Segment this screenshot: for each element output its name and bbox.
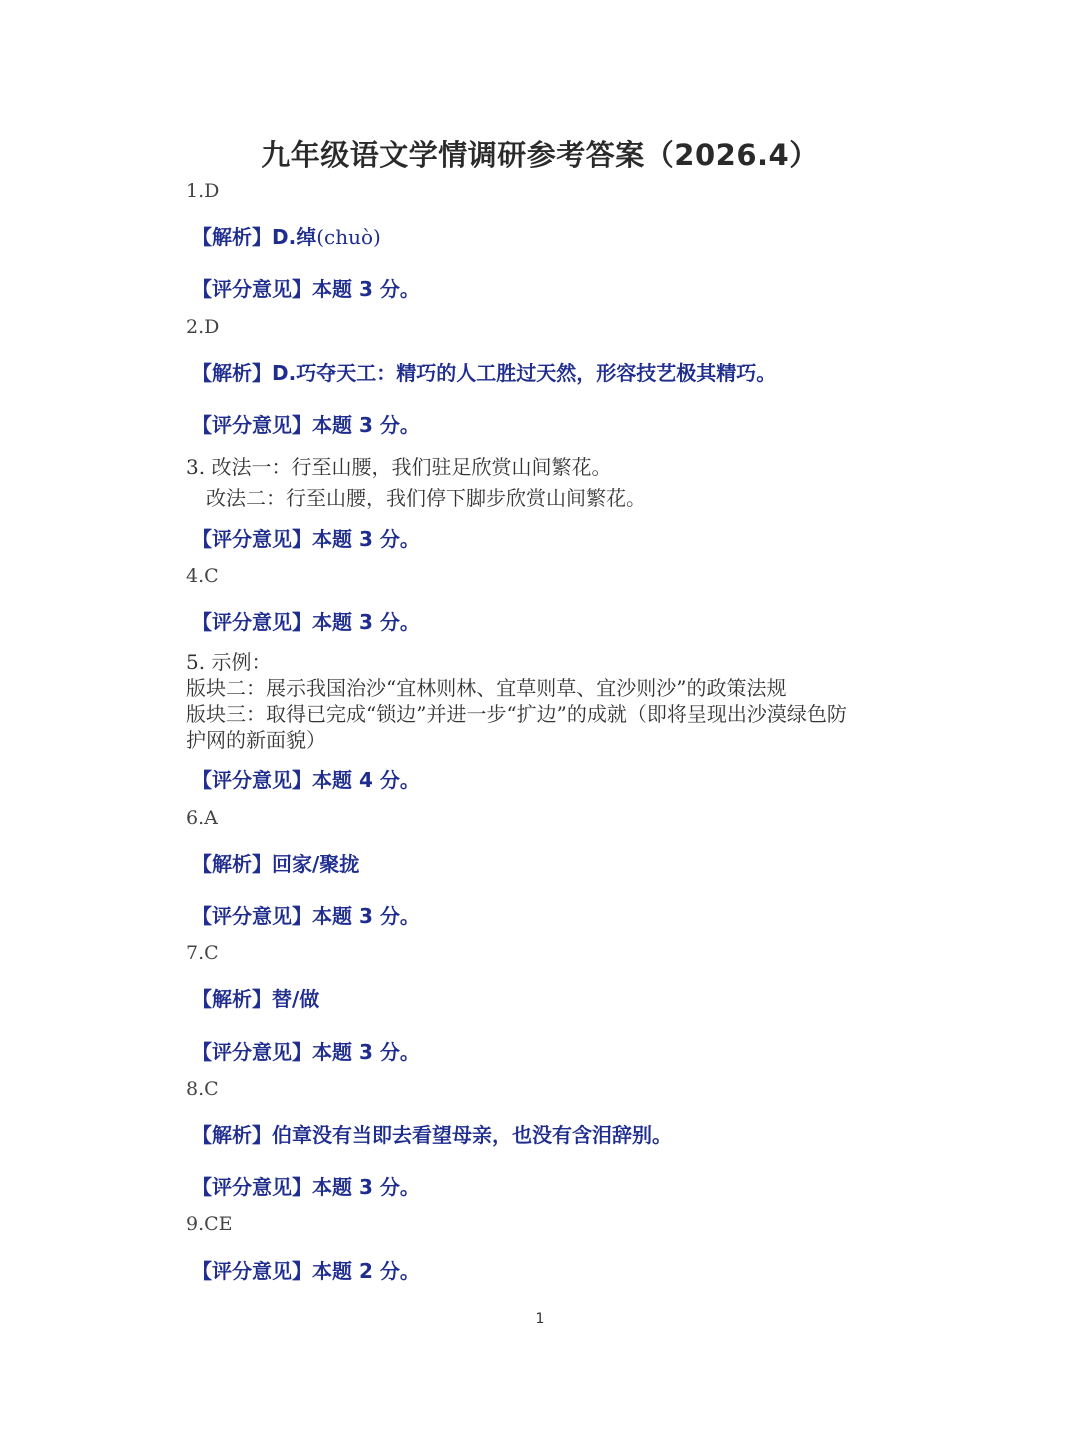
score-text: 本题 3 分。 <box>312 610 420 634</box>
score-tag: 【评分意见】 <box>192 1175 312 1199</box>
analysis-q8 <box>192 1119 672 1148</box>
score-text: 本题 3 分。 <box>312 413 420 437</box>
score-tag: 【评分意见】 <box>192 277 312 301</box>
answer-q1: 1.D <box>186 180 220 202</box>
analysis-text: D.巧夺天工：精巧的人工胜过天然，形容技艺极其精巧。 <box>272 361 777 385</box>
score-text: 本题 3 分。 <box>312 1040 420 1064</box>
analysis-tag: 【解析】 <box>192 852 272 876</box>
answer-q8: 8.C <box>186 1078 219 1100</box>
score-q6 <box>192 900 420 929</box>
score-tag: 【评分意见】 <box>192 768 312 792</box>
score-tag: 【评分意见】 <box>192 610 312 634</box>
analysis-pinyin: (chuò) <box>316 225 381 249</box>
answer-q7: 7.C <box>186 942 219 964</box>
score-text: 本题 3 分。 <box>312 277 420 301</box>
score-q1 <box>192 273 420 302</box>
page-title: 九年级语文学情调研参考答案（2026.4） <box>261 138 819 172</box>
answer-q2: 2.D <box>186 316 220 338</box>
analysis-q6 <box>192 848 359 877</box>
analysis-text: 伯章没有当即去看望母亲，也没有含泪辞别。 <box>272 1123 672 1147</box>
analysis-tag: 【解析】 <box>192 225 272 249</box>
answer-q5-line2: 版块二：展示我国治沙“宜林则林、宜草则草、宜沙则沙”的政策法规 <box>186 676 787 700</box>
score-tag: 【评分意见】 <box>192 527 312 551</box>
answer-q9: 9.CE <box>186 1213 233 1235</box>
analysis-tag: 【解析】 <box>192 987 272 1011</box>
score-text: 本题 4 分。 <box>312 768 420 792</box>
score-q5 <box>192 764 420 793</box>
analysis-q1 <box>192 221 381 250</box>
analysis-text: 替/做 <box>272 987 320 1011</box>
answer-q5-line1: 5. 示例： <box>186 650 272 674</box>
analysis-tag: 【解析】 <box>192 361 272 385</box>
answer-q3-line2: 改法二：行至山腰，我们停下脚步欣赏山间繁花。 <box>206 486 646 510</box>
answer-q5-line3: 版块三：取得已完成“锁边”并进一步“扩边”的成就（即将呈现出沙漠绿色防 <box>186 702 847 726</box>
page-number: 1 <box>535 1311 545 1327</box>
score-q2 <box>192 409 420 438</box>
analysis-tag: 【解析】 <box>192 1123 272 1147</box>
score-text: 本题 3 分。 <box>312 1175 420 1199</box>
analysis-text: D.绰 <box>272 225 317 249</box>
score-q7 <box>192 1036 420 1065</box>
score-tag: 【评分意见】 <box>192 904 312 928</box>
score-q4 <box>192 606 420 635</box>
analysis-q2 <box>192 357 776 386</box>
analysis-text: 回家/聚拢 <box>272 852 360 876</box>
score-tag: 【评分意见】 <box>192 1040 312 1064</box>
score-text: 本题 2 分。 <box>312 1259 420 1283</box>
answer-q5-line4: 护网的新面貌） <box>186 728 326 752</box>
score-text: 本题 3 分。 <box>312 527 420 551</box>
analysis-q7 <box>192 983 319 1012</box>
answer-q4: 4.C <box>186 565 219 587</box>
score-q9 <box>192 1255 420 1284</box>
score-text: 本题 3 分。 <box>312 904 420 928</box>
score-tag: 【评分意见】 <box>192 413 312 437</box>
score-q3 <box>192 523 420 552</box>
score-q8 <box>192 1171 420 1200</box>
score-tag: 【评分意见】 <box>192 1259 312 1283</box>
answer-q6: 6.A <box>186 807 218 829</box>
answer-q3-line1: 3. 改法一：行至山腰，我们驻足欣赏山间繁花。 <box>186 455 612 479</box>
